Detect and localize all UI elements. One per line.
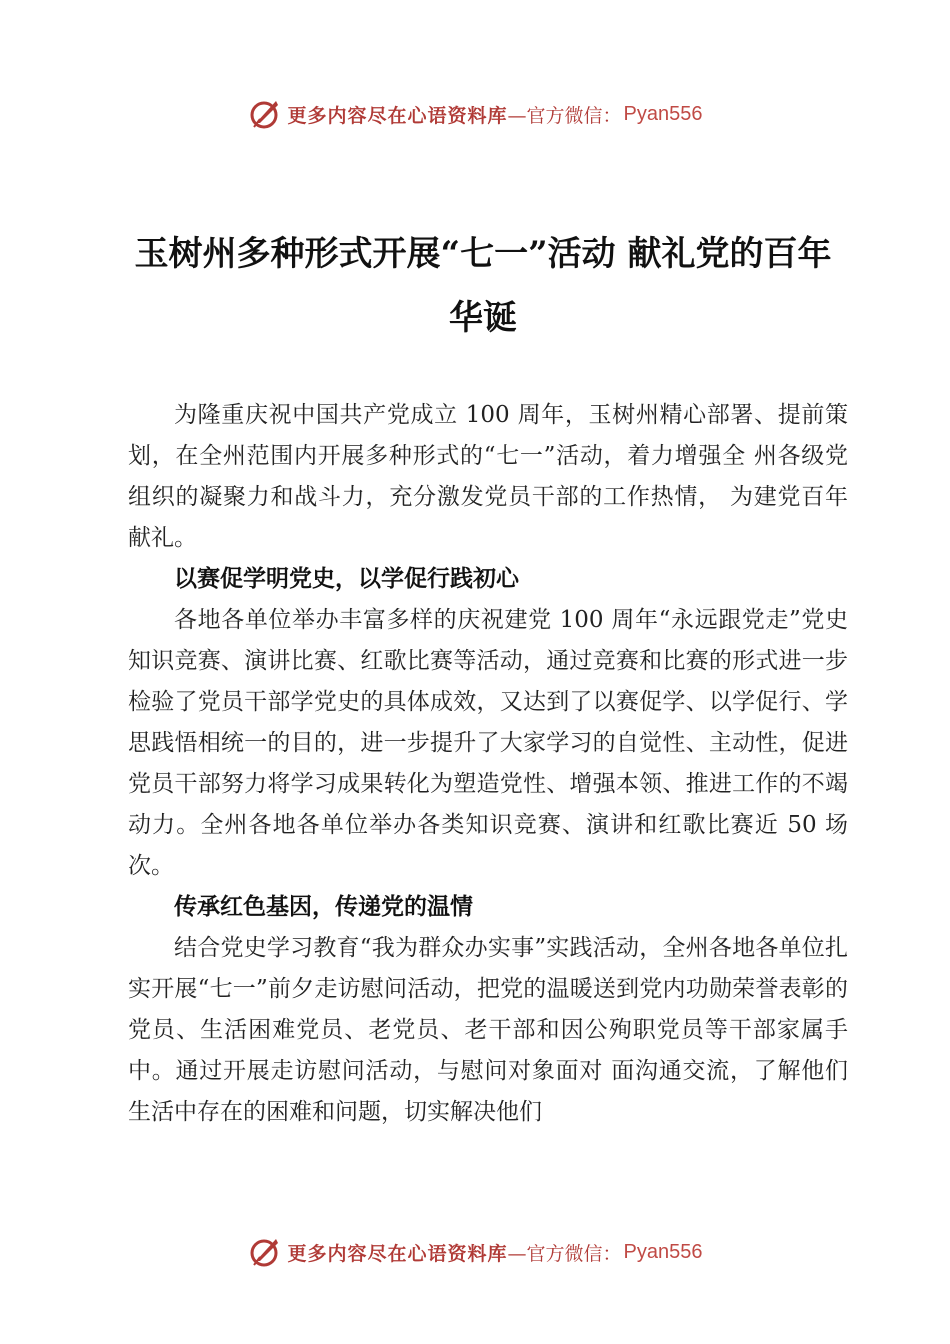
section-heading: 传承红色基因，传递党的温情 bbox=[174, 894, 473, 920]
banner-sub-text: —官方微信： bbox=[507, 104, 622, 127]
paragraph: 结合党史学习教育“我为群众办实事”实践活动，全州各地各单位扎实开展“七一”前夕走访慰问活动，把党的温暖送到党内功勋荣誉表彰的党员、生活困难党员、老党员、老干部和因公殉职党员等干部家属手中。通过开展走访慰问活动，与慰问对象面对 面沟通交流，了解他们生活中存在的困难和问题，切实解决他们 bbox=[128, 935, 848, 1125]
banner-wechat-id: Pyan556 bbox=[623, 1240, 703, 1263]
quill-logo-icon bbox=[248, 97, 282, 131]
document-title: 玉树州多种形式开展“七一”活动 献礼党的百年华诞 bbox=[134, 234, 832, 338]
footer-banner bbox=[0, 1232, 950, 1272]
banner-sub-text: —官方微信： bbox=[507, 1242, 622, 1265]
paragraph: 为隆重庆祝中国共产党成立 100 周年，玉树州精心部署、提前策划，在全州范围内开展多种形式的“七一”活动，着力增强全 州各级党组织的凝聚力和战斗力，充分激发党员干部的工作热情， 为建党百年献礼。 bbox=[128, 402, 848, 551]
banner-main-text: 更多内容尽在心语资料库 bbox=[287, 1242, 508, 1265]
section-heading: 以赛促学明党史，以学促行践初心 bbox=[174, 566, 519, 592]
document-body bbox=[128, 395, 848, 1133]
banner-main-text: 更多内容尽在心语资料库 bbox=[287, 104, 508, 127]
banner-wechat-id: Pyan556 bbox=[623, 102, 703, 125]
paragraph: 各地各单位举办丰富多样的庆祝建党 100 周年“永远跟党走”党史知识竞赛、演讲比赛、红歌比赛等活动，通过竞赛和比赛的形式进一步检验了党员干部学党史的具体成效，又达到了以赛促学、以学促行、学思践悟相统一的目的，进一步提升了大家学习的自觉性、主动性，促进党员干部努力将学习成果转化为塑造党性、增强本领、推进工作的不竭动力。全州各地各单位举办各类知识竞赛、演讲和红歌比赛近 50 场次。 bbox=[128, 607, 848, 879]
quill-logo-icon bbox=[248, 1235, 282, 1269]
header-banner bbox=[0, 94, 950, 134]
